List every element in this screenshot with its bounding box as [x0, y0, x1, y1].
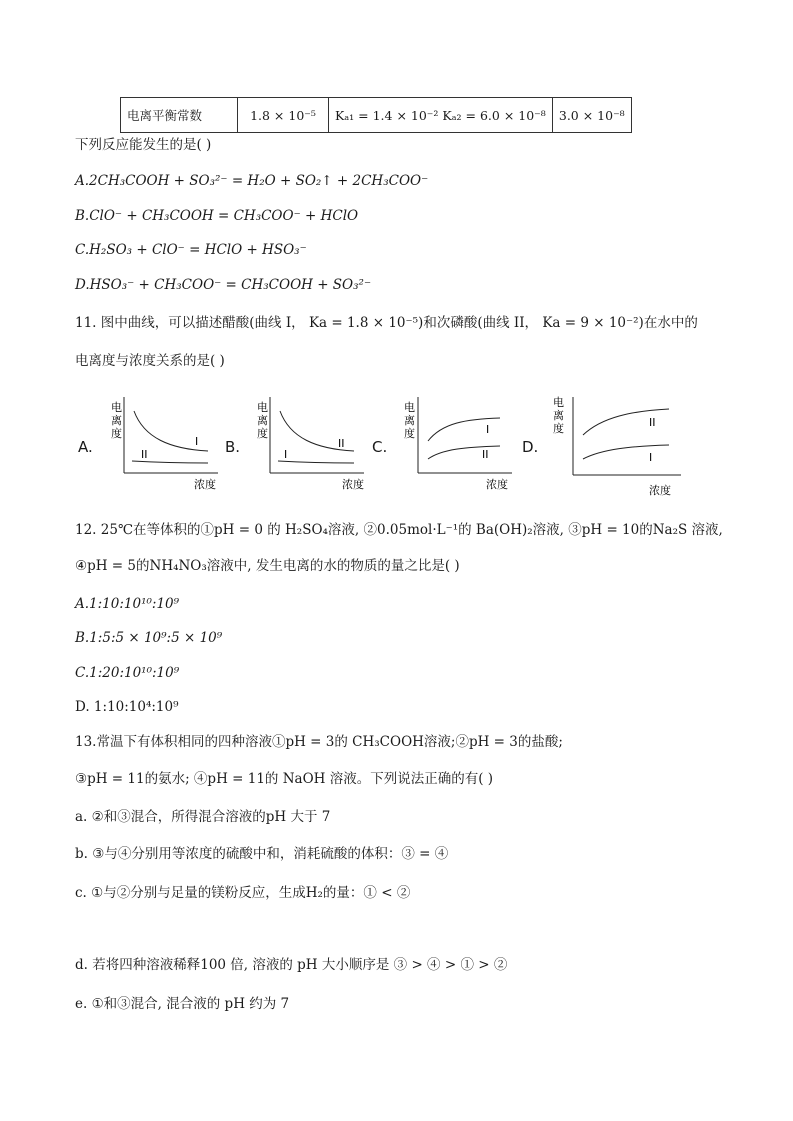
curve-label-lower: II	[141, 448, 148, 461]
chart-c	[394, 393, 519, 497]
y-label-char: 电	[404, 401, 415, 414]
curve-upper	[583, 409, 669, 435]
y-label-char: 度	[553, 422, 564, 435]
q12-option-d: D. 1:10:10⁴:10⁹	[75, 699, 179, 715]
curve-lower	[583, 445, 669, 459]
chart-letter-b: B.	[225, 438, 241, 456]
y-label-char: 离	[553, 409, 564, 422]
ionization-constant-table	[120, 97, 632, 133]
q13-stem-line1: 13.常温下有体积相同的四种溶液①pH = 3的 CH₃COOH溶液;②pH = 3的盐酸;	[75, 734, 563, 750]
table-cell-acetic: 1.8 × 10⁻⁵	[238, 98, 329, 133]
chart-letter-d: D.	[522, 438, 539, 456]
y-label-char: 电	[111, 401, 122, 414]
y-label-char: 电	[257, 401, 268, 414]
chart-letter-c: C.	[372, 438, 388, 456]
y-label-char: 离	[404, 414, 415, 427]
chart-d	[547, 393, 687, 502]
q13-stem-line2: ③pH = 11的氨水; ④pH = 11的 NaOH 溶液。下列说法正确的有( )	[75, 771, 494, 787]
q13-item-a: a. ②和③混合，所得混合溶液的pH 大于 7	[75, 809, 331, 825]
chart-a	[100, 393, 225, 497]
q10-option-b: B.ClO⁻ + CH₃COOH = CH₃COO⁻ + HClO	[75, 208, 359, 224]
curve-label-lower: I	[649, 451, 653, 464]
q12-option-b: B.1:5:5 × 10⁹:5 × 10⁹	[75, 630, 223, 646]
curve-label-lower: II	[482, 448, 489, 461]
q10-option-d: D.HSO₃⁻ + CH₃COO⁻ = CH₃COOH + SO₃²⁻	[75, 277, 372, 293]
curve-label-upper: II	[649, 416, 656, 429]
curve-lower	[132, 461, 208, 463]
x-label: 浓度	[342, 478, 364, 491]
y-label-char: 离	[111, 414, 122, 427]
curve-label-upper: I	[486, 423, 490, 436]
q11-stem-line2: 电离度与浓度关系的是( )	[75, 353, 225, 369]
q10-option-c: C.H₂SO₃ + ClO⁻ = HClO + HSO₃⁻	[75, 242, 307, 258]
table-cell-sulfurous: Kₐ₁ = 1.4 × 10⁻² Kₐ₂ = 6.0 × 10⁻⁸	[329, 98, 553, 133]
q13-item-e: e. ①和③混合, 混合液的 pH 约为 7	[75, 996, 290, 1012]
q10-option-a: A.2CH₃COOH + SO₃²⁻ = H₂O + SO₂↑ + 2CH₃COO⁻	[75, 173, 429, 189]
q12-stem-line2: ④pH = 5的NH₄NO₃溶液中, 发生电离的水的物质的量之比是( )	[75, 558, 460, 574]
q13-item-d: d. 若将四种溶液稀释100 倍, 溶液的 pH 大小顺序是 ③ > ④ > ① > ②	[75, 957, 508, 973]
y-label-char: 电	[553, 396, 564, 409]
q13-item-b: b. ③与④分别用等浓度的硫酸中和，消耗硫酸的体积：③ = ④	[75, 846, 449, 862]
curve-lower	[278, 461, 354, 463]
q12-stem-line1: 12. 25℃在等体积的①pH = 0 的 H₂SO₄溶液, ②0.05mol·L⁻¹的 Ba(OH)₂溶液, ③pH = 10的Na₂S 溶液,	[75, 522, 723, 538]
table-row	[121, 98, 632, 133]
q12-option-a: A.1:10:10¹⁰:10⁹	[75, 596, 180, 612]
q13-item-c: c. ①与②分别与足量的镁粉反应，生成H₂的量：① < ②	[75, 885, 411, 901]
y-label-char: 度	[257, 427, 268, 440]
q10-prompt: 下列反应能发生的是( )	[75, 137, 212, 153]
chart-letter-a: A.	[78, 438, 93, 456]
table-cell-label: 电离平衡常数	[121, 98, 238, 133]
x-label: 浓度	[649, 484, 671, 497]
y-label-char: 度	[111, 427, 122, 440]
curve-label-upper: II	[338, 437, 345, 450]
curve-lower	[428, 446, 500, 459]
table-cell-hypochlorous: 3.0 × 10⁻⁸	[552, 98, 631, 133]
q12-option-c: C.1:20:10¹⁰:10⁹	[75, 665, 180, 681]
chart-b	[246, 393, 371, 497]
y-label-char: 离	[257, 414, 268, 427]
curve-label-lower: I	[284, 448, 288, 461]
y-label-char: 度	[404, 427, 415, 440]
x-label: 浓度	[486, 478, 508, 491]
x-label: 浓度	[194, 478, 216, 491]
curve-label-upper: I	[195, 435, 199, 448]
q11-stem-line1: 11. 图中曲线，可以描述醋酸(曲线 I， Ka = 1.8 × 10⁻⁵)和次磷酸(曲线 II， Ka = 9 × 10⁻²)在水中的	[75, 315, 698, 331]
